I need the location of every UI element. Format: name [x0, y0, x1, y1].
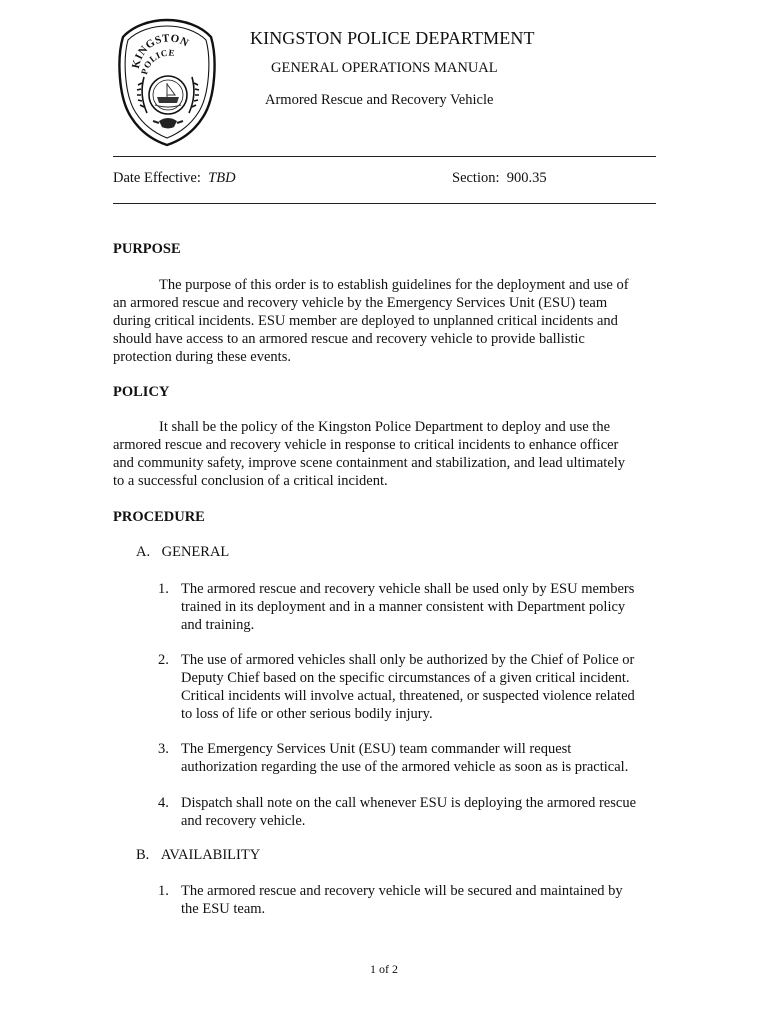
list-item-line: The use of armored vehicles shall only be authorized by the Chief of Police or [181, 652, 635, 668]
section-number [452, 170, 547, 187]
purpose-line: an armored rescue and recovery vehicle by the Emergency Services Unit (ESU) team [113, 295, 608, 311]
page-number: 1 of 2 [370, 962, 398, 976]
policy-line: to a successful conclusion of a critical incident. [113, 473, 388, 489]
date-effective [113, 170, 236, 187]
bottom-divider [113, 203, 656, 204]
list-item-line: authorization regarding the use of the armored vehicle as soon as is practical. [181, 759, 629, 775]
policy-line: and community safety, improve scene containment and stabilization, and lead ultimately [113, 455, 626, 471]
purpose-paragraph [113, 276, 658, 366]
policy-line: It shall be the policy of the Kingston Police Department to deploy and use the [159, 419, 611, 435]
section-label: Section: [452, 170, 500, 186]
policy-paragraph [113, 418, 658, 490]
list-item-line: and recovery vehicle. [181, 813, 306, 829]
list-item-line: The armored rescue and recovery vehicle will be secured and maintained by [181, 883, 623, 899]
department-title: KINGSTON POLICE DEPARTMENT [250, 28, 535, 48]
manual-title: GENERAL OPERATIONS MANUAL [271, 60, 498, 76]
list-item-line: The Emergency Services Unit (ESU) team commander will request [181, 741, 572, 757]
top-divider [113, 156, 656, 157]
list-item-line: Dispatch shall note on the call whenever ESU is deploying the armored rescue [181, 795, 637, 811]
list-item-number: 1. [158, 581, 169, 597]
list-item-number: 4. [158, 795, 169, 811]
list-item-number: 3. [158, 741, 169, 757]
date-effective-label: Date Effective: [113, 170, 201, 186]
list-item-line: Deputy Chief based on the specific circumstances of a given critical incident. [181, 670, 630, 686]
date-effective-value: TBD [208, 170, 236, 186]
procedure-section-general [136, 544, 229, 561]
section-letter: A. [136, 544, 151, 560]
badge-text-bottom: POLICE [139, 47, 176, 76]
policy-line: armored rescue and recovery vehicle in response to critical incidents to enhance officer [113, 437, 619, 453]
list-item-line: The armored rescue and recovery vehicle shall be used only by ESU members [181, 581, 635, 597]
purpose-line: protection during these events. [113, 349, 291, 365]
purpose-line: during critical incidents. ESU member are deployed to unplanned critical incidents and [113, 313, 618, 329]
section-value: 900.35 [506, 170, 547, 186]
purpose-line: should have access to an armored rescue and recovery vehicle to provide ballistic [113, 331, 585, 347]
list-item-line: and training. [181, 617, 255, 633]
list-item-number: 1. [158, 883, 169, 899]
purpose-heading: PURPOSE [113, 241, 181, 257]
list-item-line: Critical incidents will involve actual, threatened, or suspected violence related [181, 688, 635, 704]
badge-text-top: KINGSTON [129, 32, 191, 70]
section-title: GENERAL [161, 544, 230, 560]
list-item-line: the ESU team. [181, 901, 266, 917]
list-item-number: 2. [158, 652, 169, 668]
police-badge-logo [117, 17, 217, 147]
procedure-section-availability [136, 847, 260, 864]
policy-heading: POLICY [113, 384, 170, 400]
subject-title: Armored Rescue and Recovery Vehicle [265, 92, 494, 108]
section-title: AVAILABILITY [160, 847, 261, 863]
list-item-line: trained in its deployment and in a manner consistent with Department policy [181, 599, 626, 615]
procedure-heading: PROCEDURE [113, 509, 205, 525]
list-item-line: to loss of life or other serious bodily injury. [181, 706, 433, 722]
purpose-line: The purpose of this order is to establish guidelines for the deployment and use of [159, 277, 629, 293]
section-letter: B. [136, 847, 150, 863]
